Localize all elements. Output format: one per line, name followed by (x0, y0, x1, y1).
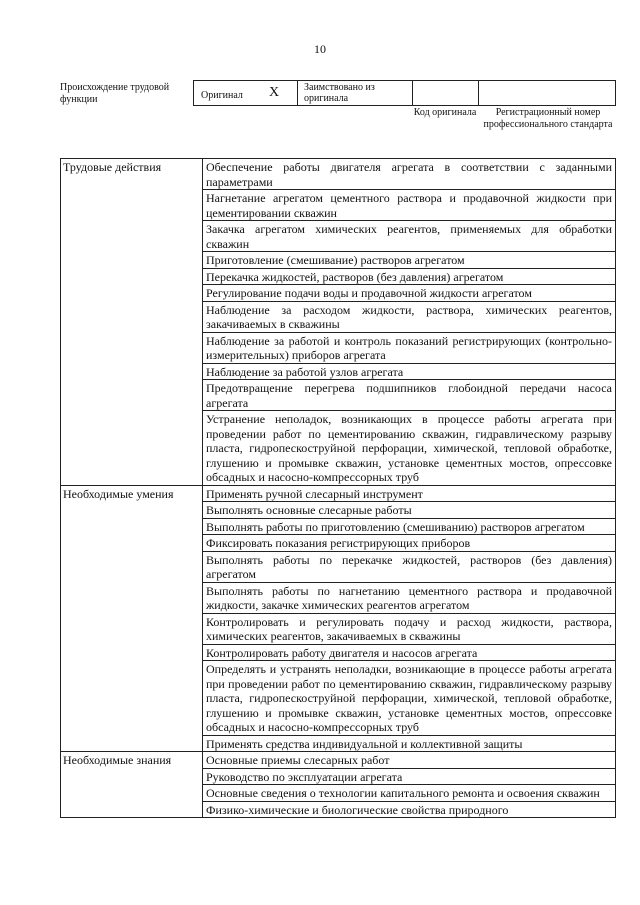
list-item: Выполнять работы по нагнетанию цементного раствора и продавочной жидкости, закачке химических реагентов агрегатом (203, 582, 616, 613)
list-item: Выполнять работы по приготовлению (смешиванию) растворов агрегатом (203, 518, 616, 535)
original-label: Оригинал (201, 90, 243, 101)
list-item: Выполнять работы по перекачке жидкостей, растворов (без давления) агрегатом (203, 551, 616, 582)
reg-number-cell (479, 81, 615, 105)
list-item: Наблюдение за расходом жидкости, раствора, химических реагентов, закачиваемых в скважины (203, 301, 616, 332)
origin-table (193, 80, 616, 106)
list-item: Устранение неполадок, возникающих в процессе работы агрегата при проведении работ по цементированию скважин, гидравлическому разрыву пласта, гидропескоструйной перфорации, химической, тепловой обработке, глушению и промывке скважин, установке цементных мостов, опрессовке обсадных и насосно-компрессорных труб (203, 411, 616, 486)
origin-label: Происхождение трудовой функции (60, 82, 170, 105)
list-item: Основные сведения о технологии капитального ремонта и освоения скважин (203, 785, 616, 802)
list-item: Регулирование подачи воды и продавочной жидкости агрегатом (203, 285, 616, 302)
reg-number-caption: Регистрационный номер профессионального стандарта (483, 107, 613, 130)
section-title: Необходимые умения (61, 485, 203, 752)
list-item: Определять и устранять неполадки, возникающие в процессе работы агрегата при проведении работ по цементированию скважин, гидравлическому разрыву пласта, гидропескоструйной перфорации, химической, тепловой обработке, глушению и промывке скважин, установке цементных мостов, опрессовке обсадных и насосно-компрессорных труб (203, 661, 616, 736)
section-title: Необходимые знания (61, 752, 203, 818)
list-item: Перекачка жидкостей, растворов (без давления) агрегатом (203, 268, 616, 285)
list-item: Физико-химические и биологические свойства природного (203, 801, 616, 818)
table-row (61, 159, 616, 190)
code-cell (413, 81, 479, 105)
list-item: Закачка агрегатом химических реагентов, применяемых для обработки скважин (203, 221, 616, 252)
table-row (61, 752, 616, 769)
list-item: Контролировать работу двигателя и насосов агрегата (203, 644, 616, 661)
original-mark: X (269, 85, 280, 100)
original-cell (194, 81, 298, 105)
function-table (60, 158, 616, 818)
list-item: Нагнетание агрегатом цементного раствора и продавочной жидкости при цементировании скважин (203, 190, 616, 221)
list-item: Фиксировать показания регистрирующих приборов (203, 535, 616, 552)
list-item: Применять ручной слесарный инструмент (203, 485, 616, 502)
list-item: Наблюдение за работой узлов агрегата (203, 363, 616, 380)
list-item: Выполнять основные слесарные работы (203, 502, 616, 519)
code-caption: Код оригинала (413, 107, 477, 118)
list-item: Применять средства индивидуальной и коллективной защиты (203, 735, 616, 752)
list-item: Обеспечение работы двигателя агрегата в соответствии с заданными параметрами (203, 159, 616, 190)
list-item: Основные приемы слесарных работ (203, 752, 616, 769)
list-item: Предотвращение перегрева подшипников глобоидной передачи насоса агрегата (203, 380, 616, 411)
list-item: Приготовление (смешивание) растворов агрегатом (203, 252, 616, 269)
table-row (61, 485, 616, 502)
list-item: Руководство по эксплуатации агрегата (203, 768, 616, 785)
page-number: 10 (314, 42, 326, 56)
section-title: Трудовые действия (61, 159, 203, 486)
list-item: Контролировать и регулировать подачу и расход жидкости, раствора, химических реагентов, закачиваемых в скважины (203, 613, 616, 644)
borrowed-cell: Заимствовано из оригинала (298, 81, 413, 105)
list-item: Наблюдение за работой и контроль показаний регистрирующих (контрольно-измерительных) приборов агрегата (203, 332, 616, 363)
